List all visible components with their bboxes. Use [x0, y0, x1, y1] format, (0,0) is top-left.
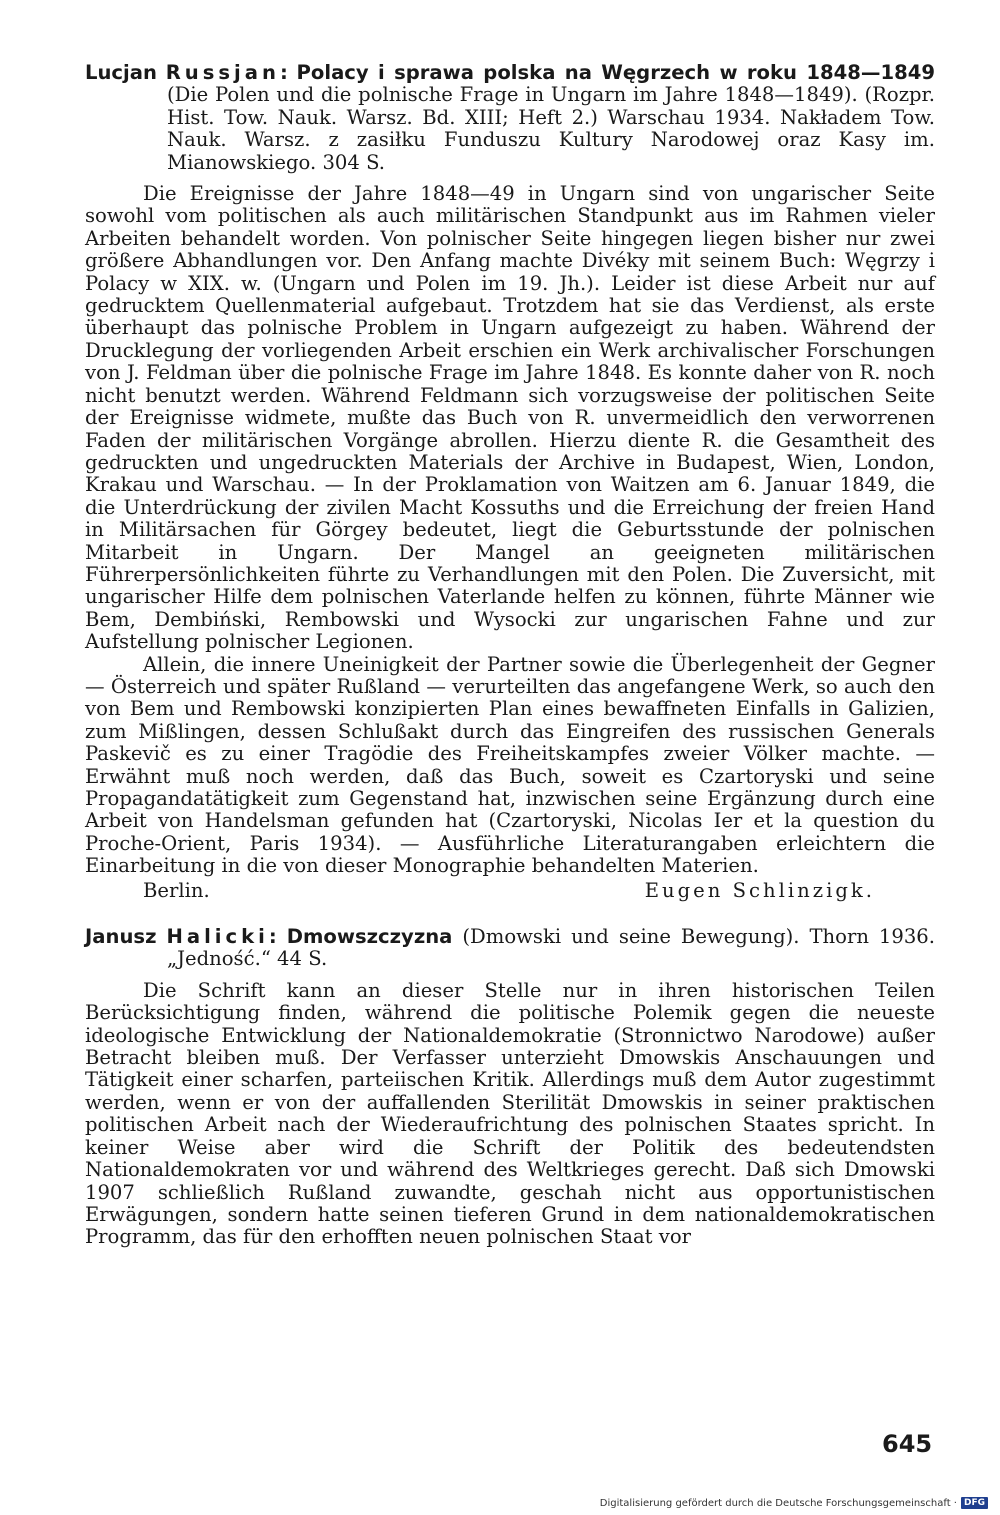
- review-entry-russjan: [85, 62, 935, 902]
- review-paragraph: Die Ereignisse der Jahre 1848—49 in Ungarn sind von ungarischer Seite sowohl vom politischen als auch militärischen Standpunkt aus im Rahmen vieler Arbeiten behandelt worden. Von polnischer Seite hingegen liegen bisher nur zwei größere Abhandlungen vor. Den Anfang machte Divéky mit seinem Buch: Węgrzy i Polacy w XIX. w. (Ungarn und Polen im 19. Jh.). Leider ist diese Arbeit nur auf gedrucktem Quellenmaterial aufgebaut. Trotzdem hat sie das Verdienst, als erste überhaupt das polnische Problem in Ungarn aufgezeigt zu haben. Während der Drucklegung der vorliegenden Arbeit erschien ein Werk archivalischer Forschungen von J. Feldman über die polnische Frage im Jahre 1848. Es konnte daher von R. noch nicht benutzt werden. Während Feldmann sich vorzugsweise der politischen Seite der Ereignisse widmete, mußte das Buch von R. unvermeidlich den verworrenen Faden der militärischen Vorgänge abrollen. Hierzu diente R. die Gesamtheit des gedruckten und ungedruckten Materials der Archive in Budapest, Wien, London, Krakau und Warschau. — In der Proklamation von Waitzen am 6. Januar 1849, die die Unterdrückung der zivilen Macht Kossuths und die Erreichung der freien Hand in Militärsachen für Görgey bedeutet, liegt die Geburtsstunde der polnischen Mitarbeit in Ungarn. Der Mangel an geeigneten militärischen Führerpersönlichkeiten führte zu Verhandlungen mit den Polen. Die Zuversicht, mit ungarischer Hilfe dem polnischen Vaterlande helfen zu können, führte Männer wie Bem, Dembiński, Rembowski und Wysocki zur ungarischen Fahne und zur Aufstellung polnischer Legionen.: [85, 182, 935, 654]
- document-page: [85, 62, 935, 1249]
- bibliographic-heading: [85, 926, 935, 971]
- author-first-name: Janusz: [85, 925, 157, 949]
- author-last-name: Russjan: [165, 61, 280, 84]
- page-number: 645: [882, 1430, 933, 1458]
- footer-text: Digitalisierung gefördert durch die Deutsche Forschungsgemeinschaft ·: [599, 1497, 957, 1509]
- author-colon: :: [268, 925, 277, 949]
- reviewer-signature: [85, 880, 935, 902]
- dfg-logo-icon: DFG: [961, 1497, 988, 1509]
- signature-place: Berlin.: [143, 878, 210, 902]
- book-title: Dmowszczyzna: [286, 925, 453, 949]
- review-entry-halicki: [85, 926, 935, 1249]
- book-title: Polacy i sprawa polska na Węgrzech w roku 1848—1849: [296, 61, 935, 84]
- author-last-name: Halicki: [166, 925, 269, 949]
- bibliographic-details: (Dmowski und seine Bewegung). Thorn 1936. „Jedność.“ 44 S.: [167, 925, 936, 971]
- bibliographic-heading: [85, 62, 935, 174]
- author-colon: :: [279, 61, 288, 84]
- digitization-footer: [600, 1497, 988, 1509]
- signature-name: Eugen Schlinzigk.: [644, 878, 875, 902]
- bibliographic-details: (Die Polen und die polnische Frage in Ungarn im Jahre 1848—1849). (Rozpr. Hist. Tow. Nauk. Warsz. Bd. XIII; Heft 2.) Warschau 1934. Nakładem Tow. Nauk. Warsz. z zasiłku Funduszu Kultury Narodowej oraz Kasy im. Mianowskiego. 304 S.: [167, 83, 935, 174]
- review-paragraph: Die Schrift kann an dieser Stelle nur in ihren historischen Teilen Berücksichtigung finden, während die politische Polemik gegen die neueste ideologische Entwicklung der Nationaldemokratie (Stronnictwo Narodowe) außer Betracht bleiben muß. Der Verfasser unterzieht Dmowskis Anschauungen und Tätigkeit einer scharfen, parteiischen Kritik. Allerdings muß dem Autor zugestimmt werden, wenn er von der auffallenden Sterilität Dmowskis in seiner praktischen politischen Arbeit nach der Wiederaufrichtung des polnischen Staates spricht. In keiner Weise aber wird die Schrift der Politik des bedeutendsten Nationaldemokraten vor und während des Weltkrieges gerecht. Daß sich Dmowski 1907 schließlich Rußland zuwandte, geschah nicht aus opportunistischen Erwägungen, sondern hatte seinen tieferen Grund in dem nationaldemokratischen Programm, das für den erhofften neuen polnischen Staat vor: [85, 978, 935, 1249]
- review-paragraph: Allein, die innere Uneinigkeit der Partner sowie die Überlegenheit der Gegner — Österreich und später Rußland — verurteilten das angefangene Werk, so auch den von Bem und Rembowski konzipierten Plan eines bewaffneten Einfalls in Galizien, zum Mißlingen, dessen Schlußakt durch das Eingreifen des russischen Generals Paskevič es zu einer Tragödie des Freiheitskampfes zweier Völker machte. — Erwähnt muß noch werden, daß das Buch, soweit es Czartoryski und seine Propagandatätigkeit zum Gegenstand hat, inzwischen seine Ergänzung durch eine Arbeit von Handelsman gefunden hat (Czartoryski, Nicolas Ier et la question du Proche-Orient, Paris 1934). — Ausführliche Literaturangaben erleichtern die Einarbeitung in die von dieser Monographie behandelten Materien.: [85, 652, 935, 878]
- author-first-name: Lucjan: [85, 61, 157, 84]
